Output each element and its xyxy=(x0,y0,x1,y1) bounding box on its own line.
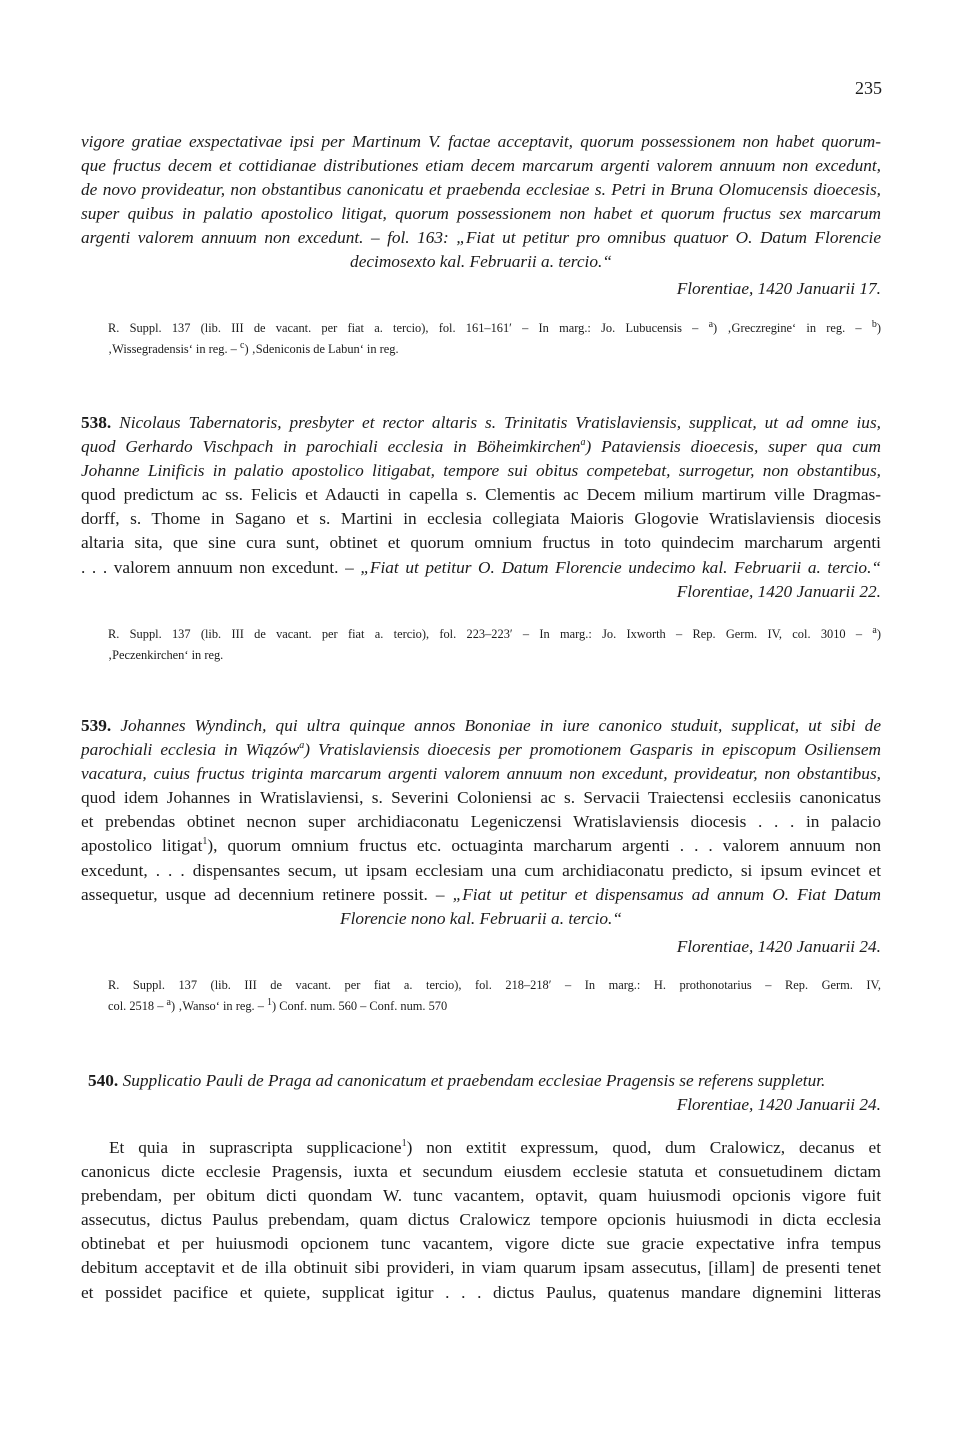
text-line: parochiali ecclesia in Wiązów$^a$) Vratislaviensis dioecesis per promotionem Gasparis in episcopum Osiliensem xyxy=(81,740,881,760)
entry-540 xyxy=(81,1069,881,1117)
entry-date: Florentiae, 1420 Januarii 24. xyxy=(676,936,881,956)
text-line: decimosexto kal. Februarii a. tercio.“ xyxy=(350,252,612,272)
entry-date: Florentiae, 1420 Januarii 24. xyxy=(676,1095,881,1115)
entry-number: 538. xyxy=(81,413,112,432)
text-line: super quibus in palatio apostolico litigat, quorum possessionem non habet et quorum fructus sex marcarum xyxy=(81,204,881,224)
page-number: 235 xyxy=(855,78,882,98)
text-line: que fructus decem et cottidianae distributiones etiam decem marcarum argenti valorem annuum non excedunt, xyxy=(81,156,881,176)
footnote-apparatus xyxy=(108,318,881,359)
text-line: de novo provideatur, non obstantibus canonicatu et praebenda ecclesiae s. Petri in Bruna Olomucensis dioecesis, xyxy=(81,180,881,200)
text-line: quod Gerhardo Vischpach in parochiali ecclesia in Böheimkirchen$^a$) Pataviensis dioecesis, super qua cum xyxy=(81,437,882,457)
text-line: Florencie nono kal. Februarii a. tercio.“ xyxy=(340,908,622,928)
text-line: argenti valorem annuum non excedunt. – fol. 163: „Fiat ut petitur pro omnibus quatuor O. Datum Florencie xyxy=(81,228,881,248)
footnote-apparatus xyxy=(108,624,881,665)
text-line: prebendam, per obitum dicti quondam W. tunc vacantem, optavit, quam huiusmodi opcionis vigore fuit xyxy=(81,1186,881,1206)
entry-date: Florentiae, 1420 Januarii 17. xyxy=(676,278,881,298)
note-line: ‚Wissegradensis‘ in reg. – $^c$) ‚Sdeniconis de Labun‘ in reg. xyxy=(108,339,399,356)
text-line: obtinebat et per huiusmodi opcionem tunc vacantem, vigore dicte sue gracie expectative infra tempus xyxy=(81,1234,881,1254)
footnote-apparatus xyxy=(108,975,881,1016)
entry-538 xyxy=(81,411,881,604)
text-line: 539. Johannes Wyndinch, qui ultra quinque annos Bononiae in iure canonico studuit, supplicat, ut sibi de xyxy=(81,716,881,735)
text-line: . . . valorem annuum non excedunt. – „Fiat ut petitur O. Datum Florencie undecimo kal. Februarii a. tercio.“ xyxy=(81,557,881,577)
note-line: R. Suppl. 137 (lib. III de vacant. per fiat a. tercio), fol. 218–218′ – In marg.: H. prothonotarius – Rep. Germ. IV, xyxy=(108,978,881,992)
text-line: canonicus dicte ecclesie Pragensis, iuxta et secundum eiusdem ecclesie statuta et consuetudinem dictam xyxy=(81,1162,881,1182)
text-line: et prebendas obtinet necnon super archidiaconatu Legeniczensi Wratislaviensis diocesis . . . in palacio xyxy=(81,812,881,832)
text-line: dorff, s. Thome in Sagano et s. Martini in ecclesia collegiata Maioris Glogovie Wratislaviensis diocesis xyxy=(81,509,881,529)
entry-539 xyxy=(81,714,881,959)
entry-number: 540. xyxy=(88,1071,119,1090)
text-line: Et quia in suprascripta supplicacione$^1$) non extitit expressum, quod, dum Cralowicz, decanus et xyxy=(109,1138,881,1157)
entry-540-body xyxy=(81,1136,881,1305)
text-line: debitum acceptavit et de illa obtinuit sibi provideri, in viam quarum ipsam assecutus, [illam] de presenti tenet xyxy=(81,1258,881,1278)
note-line: ‚Peczenkirchen‘ in reg. xyxy=(108,647,224,662)
text-line: altaria sita, que sine cura sunt, obtinet et quorum omnium fructus in toto quindecim marcharum argenti xyxy=(81,533,881,553)
text-line: excedunt, . . . dispensantes secum, ut ipsam ecclesiam una cum archidiaconatu predicto, si ipsum evincet et xyxy=(81,860,881,880)
text-line: 540. Supplicatio Pauli de Praga ad canonicatum et praebendam ecclesiae Pragensis se referens suppletur. xyxy=(88,1071,826,1090)
text-line: vigore gratiae exspectativae ipsi per Martinum V. factae acceptavit, quorum possessionem non habet quorum- xyxy=(81,132,881,151)
text-line: vacatura, cuius fructus triginta marcarum argenti valorem annuum non excedunt, provideatur, non obstantibus, xyxy=(81,764,881,784)
text-line: et possidet pacifice et quiete, supplicat igitur . . . dictus Paulus, quatenus mandare dignemini litteras xyxy=(81,1282,881,1302)
entry-continuation xyxy=(81,130,881,301)
text-line: assecutus, dictus Paulus prebendam, quam dictus Cralowicz tempore opcionis huiusmodi in dicta ecclesia xyxy=(81,1210,881,1230)
entry-number: 539. xyxy=(81,716,112,735)
note-line: col. 2518 – $^a$) ‚Wanso‘ in reg. – $^1$) Conf. num. 560 – Conf. num. 570 xyxy=(108,996,448,1013)
text-line: Johanne Linificis in palatio apostolico litigabat, tempore sui obitus competebat, surrogetur, non obstantibus, xyxy=(81,461,881,481)
text-line: quod idem Johannes in Wratislaviensi, s. Severini Coloniensi ac s. Servacii Traiectensi ecclesiis canonicatus xyxy=(81,788,881,808)
entry-date: Florentiae, 1420 Januarii 22. xyxy=(676,581,881,601)
text-line: assequetur, usque ad decennium retinere possit. – „Fiat ut petitur et dispensamus ad annum O. Fiat Datum xyxy=(81,884,881,904)
text-line: quod predictum ac ss. Felicis et Adaucti in capella s. Clementis ac Decem milium martirum ville Dragmas- xyxy=(81,485,881,505)
note-line: R. Suppl. 137 (lib. III de vacant. per fiat a. tercio), fol. 223–223′ – In marg.: Jo. Ixworth – Rep. Germ. IV, col. 3010 – $^a$) xyxy=(108,624,881,641)
note-line: R. Suppl. 137 (lib. III de vacant. per fiat a. tercio), fol. 161–161′ – In marg.: Jo. Lubucensis – $^a$) ‚Greczregine‘ in reg. – $^b$) xyxy=(108,318,881,335)
text-line: apostolico litigat$^1$), quorum omnium fructus etc. octuaginta marcharum argenti . . . valorem annuum non xyxy=(81,836,882,856)
text-line: 538. Nicolaus Tabernatoris, presbyter et rector altaris s. Trinitatis Vratislaviensis, supplicat, ut ad omne ius, xyxy=(81,413,881,432)
